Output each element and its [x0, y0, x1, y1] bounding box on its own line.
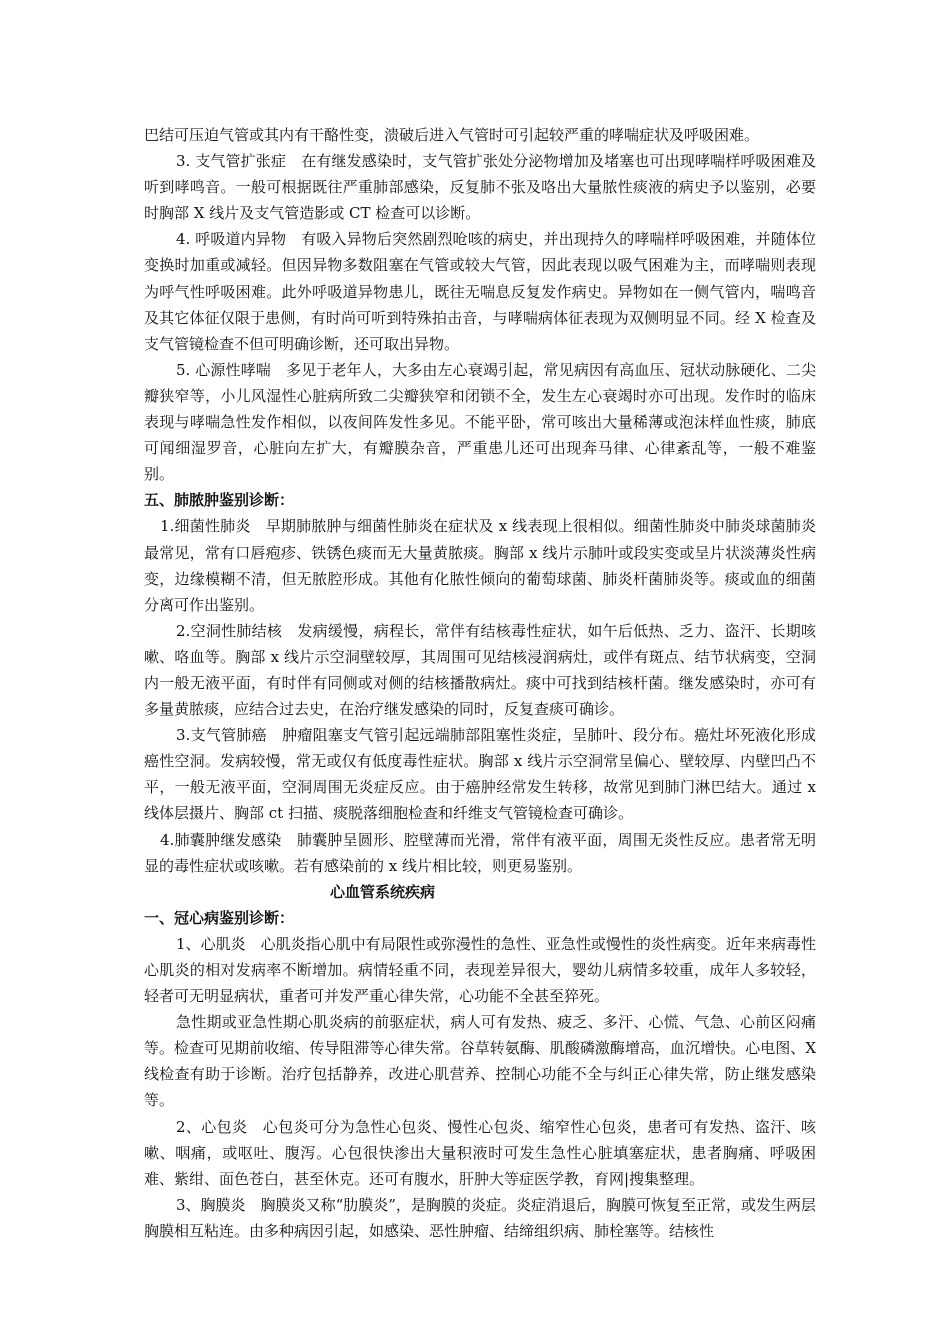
paragraph-myocarditis: 1、心肌炎 心肌炎指心肌中有局限性或弥漫性的急性、亚急性或慢性的炎性病变。近年来病毒性心肌炎的相对发病率不断增加。病情轻重不同，表现差异很大，婴幼儿病情多较重，成年人多较轻，轻者可无明显病状，重者可并发严重心律失常，心功能不全甚至猝死。	[144, 934, 816, 1006]
paragraph-cavitary-tuberculosis: 2.空洞性肺结核 发病缓慢，病程长，常伴有结核毒性症状，如午后低热、乏力、盗汗、长期咳嗽、咯血等。胸部 x 线片示空洞壁较厚，其周围可见结核浸润病灶，或伴有斑点、结节状病变，空洞内一般无液平面，有时伴有同侧或对侧的结核播散病灶。痰中可找到结核杆菌。继发感染时，亦可有多量黄脓痰，应结合过去史，在治疗继发感染的同时，反复查痰可确诊。	[144, 621, 816, 719]
document-page	[144, 122, 816, 1244]
section-heading-lung-abscess: 五、肺脓肿鉴别诊断：	[144, 491, 295, 510]
paragraph-airway-foreign-body: 4. 呼吸道内异物 有吸入异物后突然剧烈呛咳的病史，并出现持久的哮喘样呼吸困难，并随体位变换时加重或减轻。但因异物多数阻塞在气管或较大气管，因此表现以吸气困难为主，而哮喘则表现为呼气性呼吸困难。此外呼吸道异物患儿，既往无喘息反复发作病史。异物如在一侧气管内，喘鸣音及其它体征仅限于患侧，有时尚可听到特殊拍击音，与哮喘病体征表现为双侧明显不同。经 X 检查及支气管镜检查不但可明确诊断，还可取出异物。	[144, 230, 816, 353]
paragraph-myocarditis-acute-phase: 急性期或亚急性期心肌炎病的前驱症状，病人可有发热、疲乏、多汗、心慌、气急、心前区闷痛等。检查可见期前收缩、传导阻滞等心律失常。谷草转氨酶、肌酸磷激酶增高，血沉增快。心电图、X 线检查有助于诊断。治疗包括静养，改进心肌营养、控制心功能不全与纠正心律失常，防止继发感染等。	[144, 1013, 816, 1110]
paragraph-lung-cyst-infection: 4.肺囊肿继发感染 肺囊肿呈圆形、腔壁薄而光滑，常伴有液平面，周围无炎性反应。患者常无明显的毒性症状或咳嗽。若有感染前的 x 线片相比较，则更易鉴别。	[144, 830, 816, 875]
chapter-heading-cardiovascular: 心血管系统疾病	[330, 882, 436, 901]
paragraph-bronchial-lung-cancer: 3.支气管肺癌 肿瘤阻塞支气管引起远端肺部阻塞性炎症，呈肺叶、段分布。癌灶坏死液化形成癌性空洞。发病较慢，常无或仅有低度毒性症状。胸部 x 线片示空洞常呈偏心、壁较厚、内壁凹凸不平，一般无液平面，空洞周围无炎症反应。由于癌肿经常发生转移，故常见到肺门淋巴结大。通过 x 线体层摄片、胸部 ct 扫描、痰脱落细胞检查和纤维支气管镜检查可确诊。	[144, 726, 816, 823]
paragraph-pleurisy: 3、胸膜炎 胸膜炎又称“肋膜炎”，是胸膜的炎症。炎症消退后，胸膜可恢复至正常，或发生两层胸膜相互粘连。由多种病因引起，如感染、恶性肿瘤、结缔组织病、肺栓塞等。结核性	[144, 1195, 816, 1240]
section-heading-coronary-disease: 一、冠心病鉴别诊断：	[144, 908, 295, 927]
paragraph-pericarditis: 2、心包炎 心包炎可分为急性心包炎、慢性心包炎、缩窄性心包炎，患者可有发热、盗汗、咳嗽、咽痛，或呕吐、腹泻。心包很快渗出大量积液时可发生急性心脏填塞症状，患者胸痛、呼吸困难、紫绀、面色苍白，甚至休克。还可有腹水，肝肿大等症医学教，育网|搜集整理。	[144, 1117, 816, 1188]
paragraph-bronchiectasis: 3. 支气管扩张症 在有继发感染时，支气管扩张处分泌物增加及堵塞也可出现哮喘样呼吸困难及听到哮鸣音。一般可根据既往严重肺部感染，反复肺不张及咯出大量脓性痰液的病史予以鉴别，必要时胸部 X 线片及支气管造影或 CT 检查可以诊断。	[144, 152, 816, 223]
paragraph-bacterial-pneumonia: 1.细菌性肺炎 早期肺脓肿与细菌性肺炎在症状及 x 线表现上很相似。细菌性肺炎中肺炎球菌肺炎最常见，常有口唇疱疹、铁锈色痰而无大量黄脓痰。胸部 x 线片示肺叶或段实变或呈片状淡薄炎性病变，边缘模糊不清，但无脓腔形成。其他有化脓性倾向的葡萄球菌、肺炎杆菌肺炎等。痰或血的细菌分离可作出鉴别。	[144, 517, 816, 614]
paragraph-cardiac-asthma: 5. 心源性哮喘 多见于老年人，大多由左心衰竭引起，常见病因有高血压、冠状动脉硬化、二尖瓣狭窄等，小儿风湿性心脏病所致二尖瓣狭窄和闭锁不全，发生左心衰竭时亦可出现。发作时的临床表现与哮喘急性发作相似，以夜间阵发性多见。不能平卧，常可咳出大量稀薄或泡沫样血性痰，肺底可闻细湿罗音，心脏向左扩大，有瓣膜杂音，严重患儿还可出现奔马律、心律紊乱等，一般不难鉴别。	[144, 360, 816, 484]
paragraph-lymph-node-continuation: 巴结可压迫气管或其内有干酪性变，溃破后进入气管时可引起较严重的哮喘症状及呼吸困难。	[144, 126, 760, 144]
